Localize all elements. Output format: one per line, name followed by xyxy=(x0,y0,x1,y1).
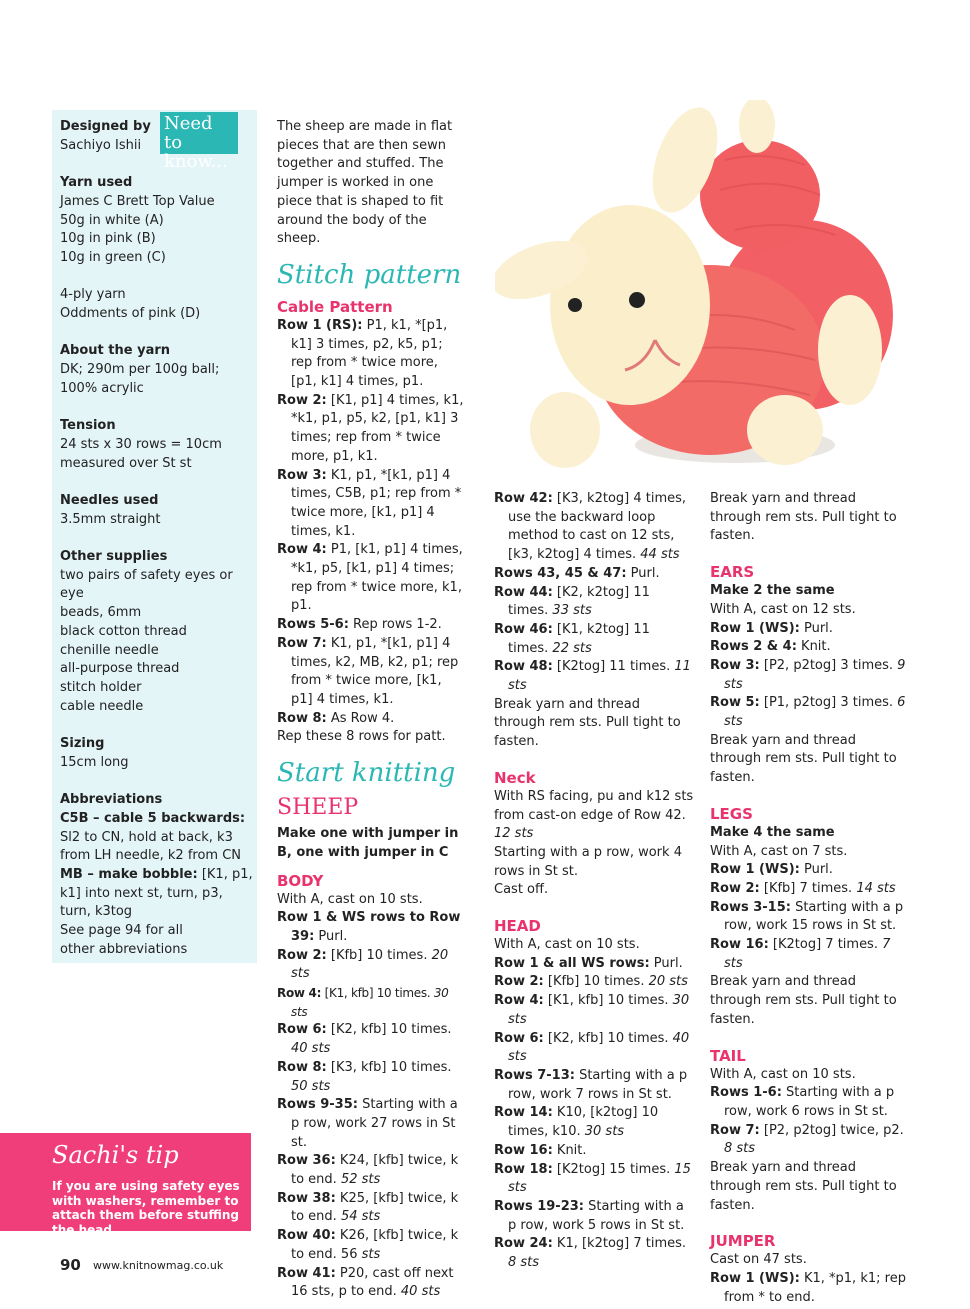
repeat-note: Rep these 8 rows for patt. xyxy=(277,729,446,745)
head-row: Row 14: K10, [k2tog] 10 times, k10. 30 sts xyxy=(494,1105,659,1140)
abbr-see: See page 94 for all other abbreviations xyxy=(60,923,188,957)
head-row: Row 4: [K1, kfb] 10 times. 30 sts xyxy=(494,993,690,1027)
break-note: Break yarn and thread through rem sts. Pull tight to fasten. xyxy=(494,696,681,750)
tension-line: 24 sts x 30 rows = 10cm xyxy=(60,436,222,452)
head-heading: HEAD xyxy=(494,917,541,936)
about-line: 100% acrylic xyxy=(60,380,144,396)
start-knitting-heading: Start knitting xyxy=(277,758,456,789)
break-note: Break yarn and thread through rem sts. Pull tight to fasten. xyxy=(710,491,897,544)
neck-sts: 12 sts xyxy=(494,826,534,842)
footer-url: www.knitnowmag.co.uk xyxy=(93,1259,224,1272)
jumper-heading: JUMPER xyxy=(710,1232,776,1251)
break-note: Break yarn and thread through rem sts. Pull tight to fasten. xyxy=(710,974,897,1027)
tail-row: Row 7: [P2, p2tog] twice, p2. 8 sts xyxy=(710,1122,904,1157)
body-row: Row 40: K26, [kfb] twice, k to end. 56 sts xyxy=(277,1228,459,1262)
legs-row: Row 2: [Kfb] 7 times. 14 sts xyxy=(710,880,896,896)
head-row: Row 1 & all WS rows: Purl. xyxy=(494,955,683,971)
eye-left xyxy=(568,298,582,312)
tail-cast: With A, cast on 10 sts. xyxy=(710,1066,856,1082)
body-row: Row 44: [K2, k2tog] 11 times. 33 sts xyxy=(494,584,650,619)
designer-name: Sachiyo Ishii xyxy=(60,137,142,153)
body-row: Row 38: K25, [kfb] twice, k to end. 54 sts xyxy=(277,1190,459,1225)
cast-off: Cast off. xyxy=(494,882,549,898)
legs-row: Row 16: [K2tog] 7 times. 7 sts xyxy=(710,937,891,971)
about-label: About the yarn xyxy=(60,343,171,359)
needles-label: Needles used xyxy=(60,492,159,508)
cable-pattern-heading: Cable Pattern xyxy=(277,297,393,316)
stitch-pattern-heading: Stitch pattern xyxy=(277,259,462,290)
pattern-row: Row 3: K1, p1, *[k1, p1] 4 times, C5B, p1; rep from * twice more, [k1, p1] 4 times, k1. xyxy=(277,467,462,539)
tension-line: measured over St st xyxy=(60,455,192,471)
about-line: DK; 290m per 100g ball; xyxy=(60,362,220,378)
head-row: Row 2: [Kfb] 10 times. 20 sts xyxy=(494,974,688,990)
pattern-row: Row 8: As Row 4. xyxy=(277,710,395,726)
designed-label: Designed by xyxy=(60,119,151,134)
body-row: Row 4: [K1, kfb] 10 times. 30 sts xyxy=(277,986,449,1019)
column-3 xyxy=(494,490,694,1273)
tail-heading: TAIL xyxy=(710,1046,746,1065)
body-row: Row 36: K24, [kfb] twice, k to end. 52 sts xyxy=(277,1153,459,1188)
head-cast: With A, cast on 10 sts. xyxy=(494,937,640,953)
pattern-row: Rows 5-6: Rep rows 1-2. xyxy=(277,617,442,633)
neck-heading: Neck xyxy=(494,768,536,787)
supply-item: two pairs of safety eyes or eye xyxy=(60,567,233,602)
legs-row: Row 1 (WS): Purl. xyxy=(710,862,833,878)
body-row: Row 48: [K2tog] 11 times. 11 sts xyxy=(494,659,691,694)
ears-row: Rows 2 & 4: Knit. xyxy=(710,639,831,655)
column-4 xyxy=(710,490,910,1307)
abbr-mb: MB – make bobble: [K1, p1, k1] into next st, turn, p3, turn, k3tog xyxy=(60,867,253,920)
pattern-row: Row 1 (RS): P1, k1, *[p1, k1] 3 times, p2, k5, p1; rep from * twice more, [p1, k1] 4 times, p1. xyxy=(277,317,448,390)
head-row: Rows 7-13: Starting with a p row, work 7 rows in St st. xyxy=(494,1067,688,1102)
jumper-cast: Cast on 47 sts. xyxy=(710,1252,807,1268)
head-row: Rows 19-23: Starting with a p row, work 5 rows in St st. xyxy=(494,1198,685,1233)
leg-back xyxy=(818,295,882,405)
break-note: Break yarn and thread through rem sts. Pull tight to fasten. xyxy=(710,1160,897,1213)
supply-item: beads, 6mm xyxy=(60,605,142,621)
legs-heading: LEGS xyxy=(710,804,753,823)
pattern-row: Row 7: K1, p1, *[k1, p1] 4 times, k2, MB, k2, p1; rep from * twice more, [k1, p1] 4 times, k1. xyxy=(277,635,459,707)
legs-make: Make 4 the same xyxy=(710,824,835,840)
head-row: Row 18: [K2tog] 15 times. 15 sts xyxy=(494,1161,691,1196)
legs-row: Rows 3-15: Starting with a p row, work 15 rows in St st. xyxy=(710,899,904,934)
abbr-label: Abbreviations xyxy=(60,792,163,808)
yarn-line: 50g in white (A) xyxy=(60,212,164,228)
supply-item: black cotton thread xyxy=(60,623,187,639)
make-note: Make one with jumper in B, one with jumper in C xyxy=(277,826,459,860)
intro-text: The sheep are made in flat pieces that are then sewn together and stuffed. The jumper is worked in one piece that is shaped to fit around the body of the sheep. xyxy=(277,119,453,247)
page-number: 90 xyxy=(60,1256,81,1274)
yarn-line: James C Brett Top Value xyxy=(60,193,215,209)
tail-row: Rows 1-6: Starting with a p row, work 6 rows in St st. xyxy=(710,1085,895,1119)
neck-text: With RS facing, pu and k12 sts from cast-on edge of Row 42. xyxy=(494,788,694,823)
supply-item: all-purpose thread xyxy=(60,661,180,677)
ears-cast: With A, cast on 12 sts. xyxy=(710,601,856,617)
body-cast: With A, cast on 10 sts. xyxy=(277,891,423,907)
pattern-row: Row 4: P1, [k1, p1] 4 times, *k1, p5, [k1, p1] 4 times; rep from * twice more, k1, p1. xyxy=(277,542,463,614)
sizing-label: Sizing xyxy=(60,736,105,752)
supply-item: cable needle xyxy=(60,698,144,714)
body-row: Rows 43, 45 & 47: Purl. xyxy=(494,565,660,581)
needles-value: 3.5mm straight xyxy=(60,511,161,527)
body-row: Row 6: [K2, kfb] 10 times. 40 sts xyxy=(277,1022,452,1057)
ears-row: Row 1 (WS): Purl. xyxy=(710,620,833,636)
column-2 xyxy=(277,118,467,1302)
tip-text: If you are using safety eyes with washers, remember to attach them before stuffing the head xyxy=(52,1179,240,1237)
abbr-c5b: C5B – cable 5 backwards: Sl2 to CN, hold at back, k3 from LH needle, k2 from CN xyxy=(60,810,246,864)
body-heading: BODY xyxy=(277,871,324,890)
legs-cast: With A, cast on 7 sts. xyxy=(710,843,848,859)
need-to-know-badge: Need to know... xyxy=(160,112,238,154)
tip-box xyxy=(0,1133,251,1237)
body-row: Row 41: P20, cast off next 16 sts, p to end. 40 sts xyxy=(277,1265,454,1300)
supplies-label: Other supplies xyxy=(60,549,168,565)
head-row: Row 6: [K2, kfb] 10 times. 40 sts xyxy=(494,1030,690,1065)
neck-text-2: Starting with a p row, work 4 rows in St st. xyxy=(494,844,682,879)
pattern-row: Row 2: [K1, p1] 4 times, k1, *k1, p1, p5, k2, [p1, k1] 3 times; rep from * twice more, p1, k1. xyxy=(277,392,464,464)
head-row: Row 24: K1, [k2tog] 7 times. 8 sts xyxy=(494,1236,687,1271)
tip-title: Sachi's tip xyxy=(52,1141,179,1169)
leg-front-2 xyxy=(747,395,823,465)
yarn-line: 10g in pink (B) xyxy=(60,231,156,247)
head-row: Row 16: Knit. xyxy=(494,1142,587,1158)
ears-heading: EARS xyxy=(710,563,755,582)
sheep-photo xyxy=(495,100,895,485)
yarn-line: 10g in green (C) xyxy=(60,249,166,265)
break-note: Break yarn and thread through rem sts. Pull tight to fasten. xyxy=(710,732,897,786)
ears-row: Row 3: [P2, p2tog] 3 times. 9 sts xyxy=(710,657,906,692)
leg-front xyxy=(530,392,600,468)
supply-item: chenille needle xyxy=(60,642,159,658)
ears-make: Make 2 the same xyxy=(710,583,835,599)
yarn-line: 4-ply yarn xyxy=(60,287,126,303)
jumper-row: Row 1 (WS): K1, *p1, k1; rep from * to end. xyxy=(710,1270,906,1305)
eye-right xyxy=(629,292,645,308)
body-row: Row 8: [K3, kfb] 10 times. 50 sts xyxy=(277,1059,452,1094)
yarn-line: Oddments of pink (D) xyxy=(60,306,201,321)
sizing-value: 15cm long xyxy=(60,754,129,770)
sheep-heading: SHEEP xyxy=(277,795,359,821)
body-row: Rows 9-35: Starting with a p row, work 27 rows in St st. xyxy=(277,1097,458,1150)
sidebar-content xyxy=(60,118,255,960)
body-row: Row 2: [Kfb] 10 times. 20 sts xyxy=(277,947,449,982)
body-row: Row 1 & WS rows to Row 39: Purl. xyxy=(277,910,461,944)
body-row: Row 42: [K3, k2tog] 4 times, use the backward loop method to cast on 12 sts, [k3, k2tog] 4 times. 44 sts xyxy=(494,491,687,563)
ears-row: Row 5: [P1, p2tog] 3 times. 6 sts xyxy=(710,695,906,730)
body-row: Row 46: [K1, k2tog] 11 times. 22 sts xyxy=(494,621,650,656)
tension-label: Tension xyxy=(60,418,116,434)
supply-item: stitch holder xyxy=(60,680,142,695)
yarn-label: Yarn used xyxy=(60,175,133,191)
